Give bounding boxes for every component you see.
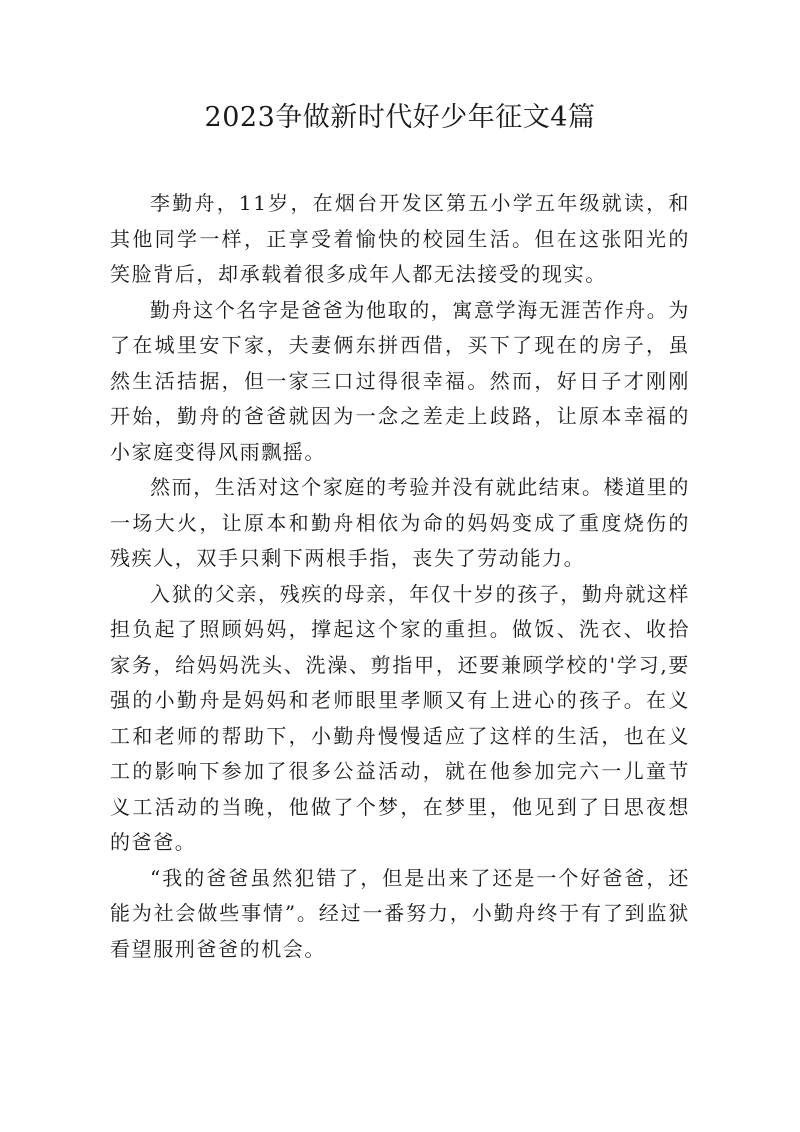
document-body <box>110 186 690 967</box>
paragraph-2: 勤舟这个名字是爸爸为他取的，寓意学海无涯苦作舟。为了在城里安下家，夫妻俩东拼西借，买下了现在的房子，虽然生活拮据，但一家三口过得很幸福。然而，好日子才刚刚开始，勤舟的爸爸就因为一念之差走上歧路，让原本幸福的小家庭变得风雨飘摇。 <box>110 297 690 464</box>
paragraph-1: 李勤舟，11岁，在烟台开发区第五小学五年级就读，和其他同学一样，正享受着愉快的校园生活。但在这张阳光的笑脸背后，却承载着很多成年人都无法接受的现实。 <box>110 191 690 286</box>
document-title: 2023争做新时代好少年征文4篇 <box>204 102 596 133</box>
paragraph-5: “我的爸爸虽然犯错了，但是出来了还是一个好爸爸，还能为社会做些事情”。经过一番努力，小勤舟终于有了到监狱看望服刑爸爸的机会。 <box>110 865 690 961</box>
paragraph-3: 然而，生活对这个家庭的考验并没有就此结束。楼道里的一场大火，让原本和勤舟相依为命的妈妈变成了重度烧伤的残疾人，双手只剩下两根手指，丧失了劳动能力。 <box>110 475 690 570</box>
paragraph-4: 入狱的父亲，残疾的母亲，年仅十岁的孩子，勤舟就这样担负起了照顾妈妈，撑起这个家的重担。做饭、洗衣、收拾家务，给妈妈洗头、洗澡、剪指甲，还要兼顾学校的'学习,要强的小勤舟是妈妈和老师眼里孝顺又有上进心的孩子。在义工和老师的帮助下，小勤舟慢慢适应了这样的生活，也在义工的影响下参加了很多公益活动，就在他参加完六一儿童节义工活动的当晚，他做了个梦，在梦里，他见到了日思夜想的爸爸。 <box>110 581 690 854</box>
